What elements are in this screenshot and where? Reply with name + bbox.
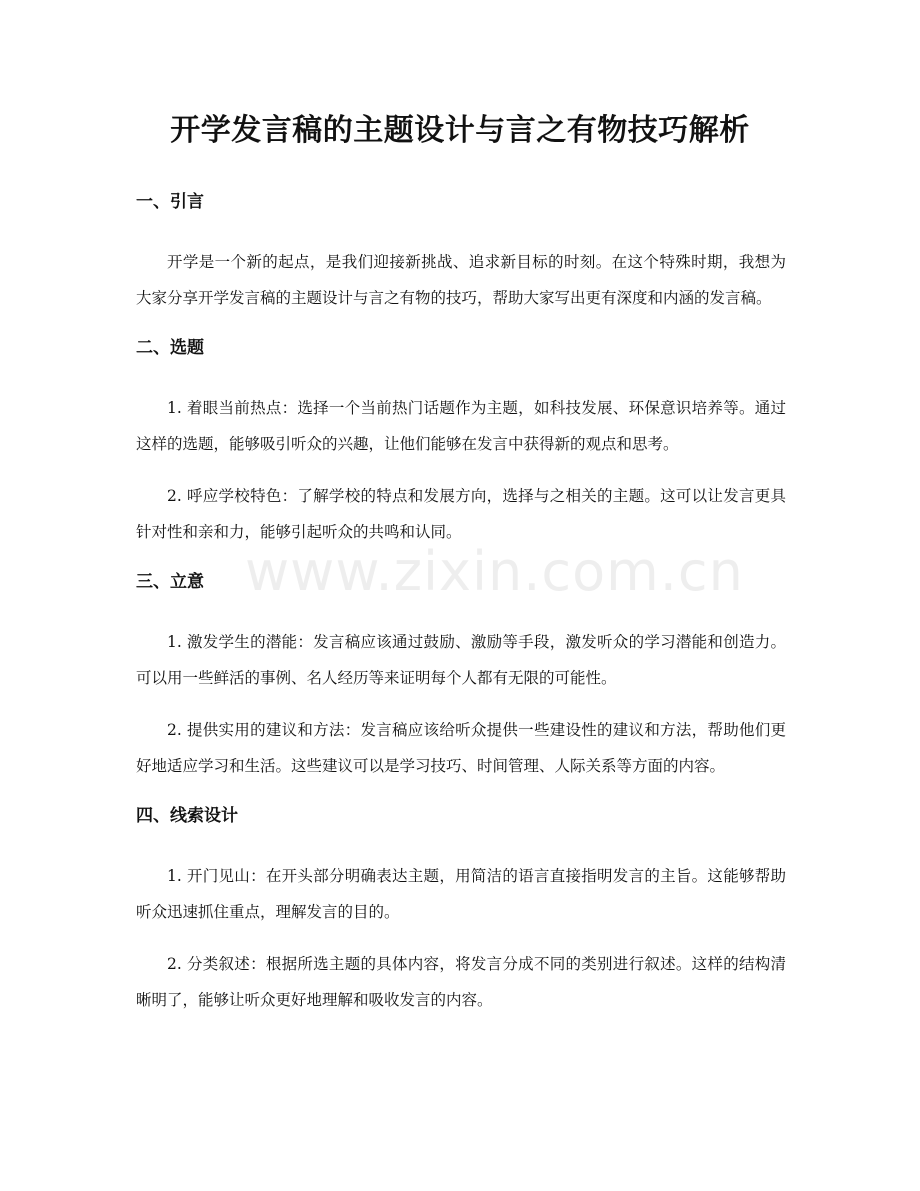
section-topic-selection (136, 332, 786, 550)
paragraph: 1. 激发学生的潜能：发言稿应该通过鼓励、激励等手段，激发听众的学习潜能和创造力。可以用一些鲜活的事例、名人经历等来证明每个人都有无限的可能性。 (136, 633, 786, 687)
section-introduction (136, 186, 786, 316)
document-title: 开学发言稿的主题设计与言之有物技巧解析 (170, 113, 750, 148)
section-heading: 四、线索设计 (136, 806, 238, 826)
document-body (136, 186, 786, 1034)
section-thread-design (136, 800, 786, 1018)
section-heading: 二、选题 (136, 338, 204, 358)
section-theme (136, 566, 786, 784)
paragraph: 1. 开门见山：在开头部分明确表达主题，用简洁的语言直接指明发言的主旨。这能够帮助听众迅速抓住重点，理解发言的目的。 (136, 867, 786, 921)
paragraph: 开学是一个新的起点，是我们迎接新挑战、追求新目标的时刻。在这个特殊时期，我想为大家分享开学发言稿的主题设计与言之有物的技巧，帮助大家写出更有深度和内涵的发言稿。 (136, 253, 786, 307)
watermark: www.zixin.com.cn (245, 540, 744, 603)
paragraph: 2. 呼应学校特色：了解学校的特点和发展方向，选择与之相关的主题。这可以让发言更具针对性和亲和力，能够引起听众的共鸣和认同。 (136, 487, 786, 541)
paragraph: 2. 分类叙述：根据所选主题的具体内容，将发言分成不同的类别进行叙述。这样的结构清晰明了，能够让听众更好地理解和吸收发言的内容。 (136, 955, 786, 1009)
section-heading: 三、立意 (136, 572, 204, 592)
section-heading: 一、引言 (136, 192, 204, 212)
paragraph: 2. 提供实用的建议和方法：发言稿应该给听众提供一些建设性的建议和方法，帮助他们更好地适应学习和生活。这些建议可以是学习技巧、时间管理、人际关系等方面的内容。 (136, 721, 786, 775)
paragraph: 1. 着眼当前热点：选择一个当前热门话题作为主题，如科技发展、环保意识培养等。通过这样的选题，能够吸引听众的兴趣，让他们能够在发言中获得新的观点和思考。 (136, 399, 786, 453)
